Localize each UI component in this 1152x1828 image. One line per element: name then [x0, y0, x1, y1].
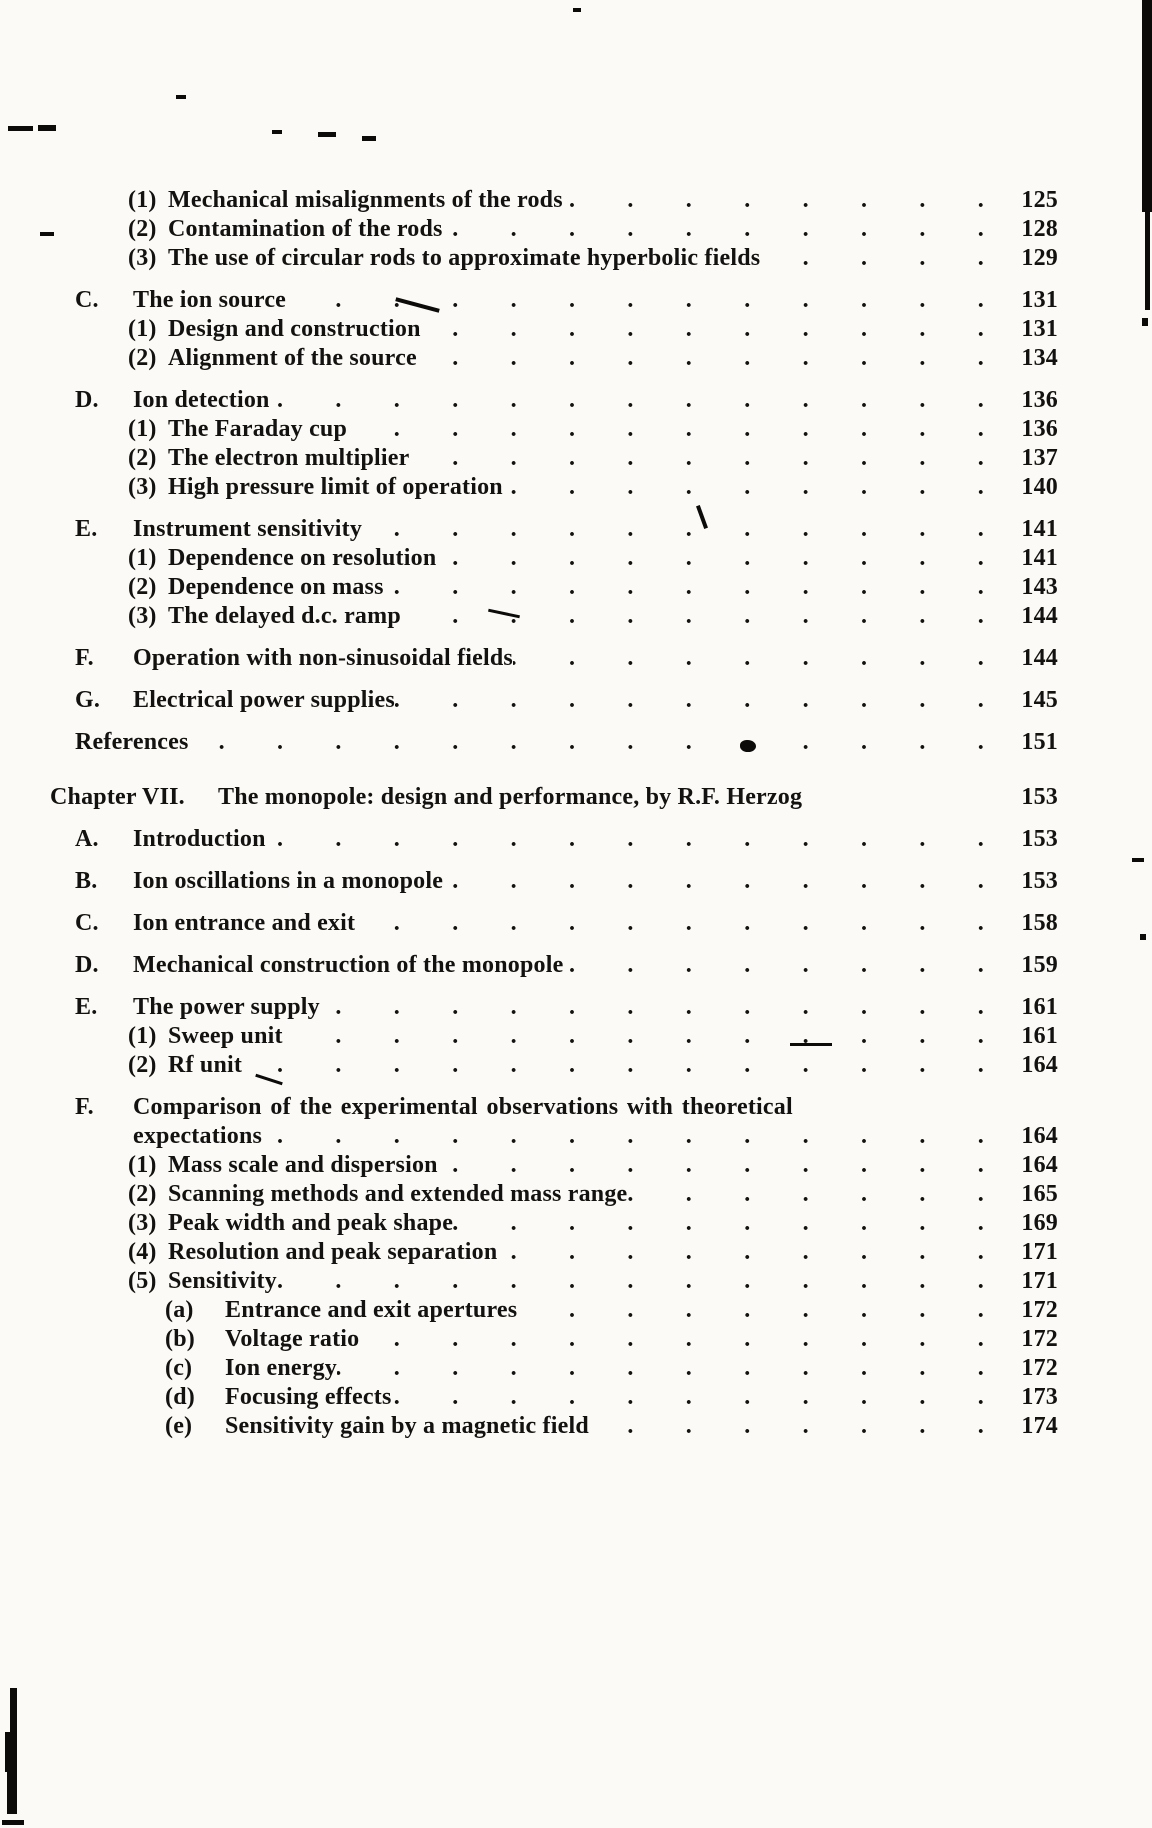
toc-leader-dots [443, 215, 994, 244]
scan-speck [318, 132, 336, 137]
toc-leader-dots [355, 909, 994, 938]
toc-entry-prefix: (3) [128, 1210, 157, 1236]
toc-entry-prefix: (1) [128, 545, 157, 571]
toc-entry-prefix: (1) [128, 1152, 157, 1178]
toc-entry-prefix: (2) [128, 345, 157, 371]
toc-entry-prefix: Chapter VII. [50, 784, 185, 810]
toc-entry-continuation [0, 1122, 1058, 1151]
toc-entry [0, 783, 1058, 812]
toc-entry-title: Scanning methods and extended mass range [168, 1181, 628, 1207]
toc-entry [0, 473, 1058, 502]
toc-entry-prefix: E. [75, 516, 98, 542]
toc-page-number: 134 [1021, 345, 1058, 371]
toc-leader-dots [359, 1325, 994, 1354]
toc-leader-dots [436, 544, 994, 573]
toc-entry-prefix: (2) [128, 1052, 157, 1078]
toc-leader-dots [320, 993, 994, 1022]
toc-page-number: 159 [1021, 952, 1058, 978]
toc-entry [0, 1267, 1058, 1296]
toc-leader-dots [421, 315, 994, 344]
toc-entry [0, 825, 1058, 854]
toc-entry-prefix: C. [75, 287, 99, 313]
toc-leader-dots [277, 1267, 994, 1296]
toc-entry-prefix: (c) [165, 1355, 193, 1381]
toc-entry-prefix: (2) [128, 216, 157, 242]
toc-leader-dots [286, 286, 994, 315]
toc-entry-title: Contamination of the rods [168, 216, 443, 242]
toc-entry [0, 728, 1058, 757]
toc-entry [0, 1209, 1058, 1238]
toc-entry-title: Design and construction [168, 316, 421, 342]
scan-speck [573, 8, 581, 12]
scan-ink-dash [2, 1820, 24, 1825]
scan-speck [40, 232, 54, 236]
toc-page-number: 137 [1021, 445, 1058, 471]
toc-leader-dots [392, 1383, 995, 1412]
toc-entry-prefix: (1) [128, 187, 157, 213]
toc-leader-dots [497, 1238, 994, 1267]
toc-leader-dots [270, 386, 994, 415]
toc-page-number: 131 [1021, 287, 1058, 313]
toc-entry-title: Mechanical misalignments of the rods [168, 187, 563, 213]
toc-leader-dots [517, 1296, 994, 1325]
toc-page-number: 141 [1021, 516, 1058, 542]
toc-entry-prefix: (5) [128, 1268, 157, 1294]
toc-entry-title: Voltage ratio [225, 1326, 360, 1352]
toc-page-number: 128 [1021, 216, 1058, 242]
scan-gutter-bar [1142, 0, 1152, 212]
toc-entry [0, 1325, 1058, 1354]
toc-page-number: 172 [1021, 1355, 1058, 1381]
toc-leader-dots [384, 573, 994, 602]
scan-blotch [740, 740, 756, 752]
toc-entry-prefix: (1) [128, 1023, 157, 1049]
toc-entry-prefix: (3) [128, 603, 157, 629]
toc-entry [0, 444, 1058, 473]
scan-speck [362, 136, 376, 141]
toc-leader-dots [453, 1209, 994, 1238]
scan-speck [176, 95, 186, 99]
toc-entry-prefix: B. [75, 868, 98, 894]
toc-page-number: 136 [1021, 416, 1058, 442]
toc-leader-dots [395, 686, 994, 715]
toc-entry-prefix: (3) [128, 245, 157, 271]
toc-page-number: 129 [1021, 245, 1058, 271]
toc-page-number: 143 [1021, 574, 1058, 600]
toc-entry-title: expectations [133, 1123, 263, 1149]
toc-entry [0, 1022, 1058, 1051]
scan-ink-blob [5, 1732, 17, 1772]
toc-leader-dots [417, 344, 994, 373]
toc-entry-title: The power supply [133, 994, 320, 1020]
scan-ink-blob [10, 1688, 17, 1734]
toc-entry [0, 573, 1058, 602]
toc-entry-title: High pressure limit of operation [168, 474, 503, 500]
scan-dash [8, 126, 33, 131]
toc-entry [0, 415, 1058, 444]
toc-list [0, 186, 1058, 1441]
toc-leader-dots [760, 244, 994, 273]
toc-entry-prefix: F. [75, 645, 94, 671]
toc-entry-title: Mass scale and dispersion [168, 1152, 438, 1178]
toc-page-number: 164 [1021, 1052, 1058, 1078]
toc-entry-title: Ion oscillations in a monopole [133, 868, 444, 894]
toc-entry-title: Mechanical construction of the monopole [133, 952, 564, 978]
toc-entry [0, 1180, 1058, 1209]
toc-entry-title: Introduction [133, 826, 266, 852]
toc-entry-prefix: (a) [165, 1297, 194, 1323]
toc-page-number: 161 [1021, 1023, 1058, 1049]
toc-entry-title: The use of circular rods to approximate hyperbolic fields [168, 245, 761, 271]
scan-gutter-bar-tail [1145, 212, 1150, 310]
toc-page-number: 158 [1021, 910, 1058, 936]
toc-leader-dots [409, 444, 994, 473]
toc-page-number: 140 [1021, 474, 1058, 500]
toc-page-number: 165 [1021, 1181, 1058, 1207]
toc-leader-dots [347, 415, 994, 444]
toc-leader-dots [266, 825, 994, 854]
toc-page-number: 164 [1021, 1123, 1058, 1149]
toc-entry [0, 1383, 1058, 1412]
scan-dash [38, 125, 56, 131]
toc-entry [0, 1093, 1058, 1122]
toc-leader-dots [189, 728, 995, 757]
toc-entry-prefix: (1) [128, 416, 157, 442]
toc-page-number: 161 [1021, 994, 1058, 1020]
toc-entry-title: Instrument sensitivity [133, 516, 363, 542]
toc-entry [0, 1412, 1058, 1441]
scan-speck [272, 130, 282, 134]
toc-entry [0, 515, 1058, 544]
toc-entry-title: Comparison of the experimental observations with theoretical [133, 1094, 793, 1120]
toc-entry [0, 544, 1058, 573]
toc-entry [0, 867, 1058, 896]
toc-page-number: 171 [1021, 1268, 1058, 1294]
toc-entry-title: Alignment of the source [168, 345, 417, 371]
toc-leader-dots [337, 1354, 994, 1383]
toc-entry-title: References [75, 729, 189, 755]
toc-entry-title: Rf unit [168, 1052, 243, 1078]
toc-entry-title: The delayed d.c. ramp [168, 603, 401, 629]
toc-entry-title: Ion entrance and exit [133, 910, 356, 936]
toc-entry [0, 686, 1058, 715]
toc-page-number: 153 [1021, 868, 1058, 894]
toc-entry-title: Entrance and exit apertures [225, 1297, 518, 1323]
toc-page-number: 153 [1021, 784, 1058, 810]
toc-entry [0, 1238, 1058, 1267]
toc-entry [0, 909, 1058, 938]
toc-entry-title: Sweep unit [168, 1023, 283, 1049]
toc-page-number: 131 [1021, 316, 1058, 342]
toc-entry-title: Focusing effects [225, 1384, 392, 1410]
toc-entry [0, 244, 1058, 273]
toc-page-number: 151 [1021, 729, 1058, 755]
toc-entry [0, 186, 1058, 215]
toc-entry-prefix: (3) [128, 474, 157, 500]
toc-entry [0, 951, 1058, 980]
toc-entry-title: Sensitivity [168, 1268, 277, 1294]
toc-entry-title: The Faraday cup [168, 416, 348, 442]
toc-entry-title: Sensitivity gain by a magnetic field [225, 1413, 589, 1439]
toc-entry-prefix: E. [75, 994, 98, 1020]
toc-leader-dots [563, 186, 994, 215]
toc-leader-dots [362, 515, 994, 544]
toc-entry [0, 1051, 1058, 1080]
toc-entry [0, 215, 1058, 244]
toc-entry [0, 1151, 1058, 1180]
toc-page-number: 136 [1021, 387, 1058, 413]
toc-entry-title: The ion source [133, 287, 287, 313]
toc-page-number: 171 [1021, 1239, 1058, 1265]
toc-page-number: 144 [1021, 645, 1058, 671]
toc-page-number: 172 [1021, 1297, 1058, 1323]
toc-entry-title: The monopole: design and performance, by R.F. Herzog [218, 784, 803, 810]
toc-page-number: 169 [1021, 1210, 1058, 1236]
toc-leader-dots [401, 602, 994, 631]
toc-entry [0, 1296, 1058, 1325]
toc-page-number: 164 [1021, 1152, 1058, 1178]
toc-entry-prefix: (1) [128, 316, 157, 342]
scan-speck [1132, 858, 1144, 862]
toc-entry [0, 386, 1058, 415]
toc-entry-prefix: (d) [165, 1384, 195, 1410]
toc-leader-dots [262, 1122, 994, 1151]
toc-entry-prefix: D. [75, 952, 99, 978]
toc-leader-dots [283, 1022, 994, 1051]
toc-entry-prefix: D. [75, 387, 99, 413]
toc-entry-title: Resolution and peak separation [168, 1239, 498, 1265]
toc-page-number: 125 [1021, 187, 1058, 213]
toc-entry-prefix: G. [75, 687, 101, 713]
toc-entry [0, 602, 1058, 631]
toc-page-number: 172 [1021, 1326, 1058, 1352]
toc-entry-title: Dependence on mass [168, 574, 384, 600]
toc-entry-prefix: (b) [165, 1326, 195, 1352]
toc-leader-dots [503, 473, 994, 502]
toc-entry-title: Dependence on resolution [168, 545, 437, 571]
toc-entry-prefix: (4) [128, 1239, 157, 1265]
toc-entry-prefix: (2) [128, 1181, 157, 1207]
toc-entry-title: Operation with non-sinusoidal fields [133, 645, 513, 671]
toc-entry-prefix: A. [75, 826, 99, 852]
toc-entry-title: Electrical power supplies [133, 687, 395, 713]
toc-entry [0, 993, 1058, 1022]
scan-dash [790, 1043, 832, 1046]
toc-entry [0, 644, 1058, 673]
toc-leader-dots [242, 1051, 994, 1080]
toc-entry-title: The electron multiplier [168, 445, 410, 471]
toc-page-number: 145 [1021, 687, 1058, 713]
scan-ink-blob [7, 1770, 17, 1814]
toc-leader-dots [563, 951, 994, 980]
toc-leader-dots [589, 1412, 994, 1441]
toc-entry [0, 286, 1058, 315]
toc-leader-dots [627, 1180, 994, 1209]
toc-entry [0, 315, 1058, 344]
scan-speck [1142, 318, 1148, 326]
toc-leader-dots [438, 1151, 994, 1180]
toc-entry-prefix: (e) [165, 1413, 193, 1439]
toc-page-number: 153 [1021, 826, 1058, 852]
toc-leader-dots [443, 867, 994, 896]
toc-page-number: 144 [1021, 603, 1058, 629]
toc-entry [0, 1354, 1058, 1383]
toc-entry-title: Peak width and peak shape [168, 1210, 454, 1236]
toc-page-number: 141 [1021, 545, 1058, 571]
toc-entry-prefix: (2) [128, 574, 157, 600]
toc-page-number: 173 [1021, 1384, 1058, 1410]
toc-page-number: 174 [1021, 1413, 1058, 1439]
toc-entry-prefix: F. [75, 1094, 94, 1120]
toc-entry-prefix: (2) [128, 445, 157, 471]
toc-leader-dots [513, 644, 994, 673]
toc-entry-prefix: C. [75, 910, 99, 936]
scan-speck [1140, 934, 1146, 940]
toc-entry [0, 344, 1058, 373]
toc-entry-title: Ion detection [133, 387, 270, 413]
toc-entry-title: Ion energy [225, 1355, 337, 1381]
